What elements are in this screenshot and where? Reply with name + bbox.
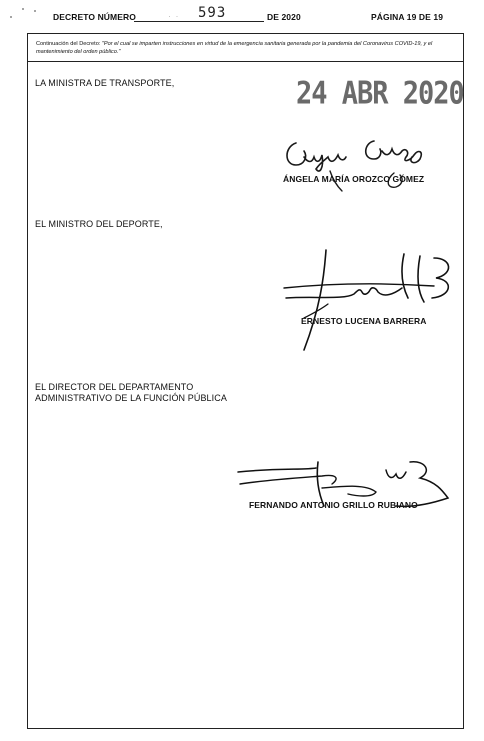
continuation-prefix: Continuación del Decreto: bbox=[36, 41, 101, 47]
scan-speck bbox=[22, 8, 24, 10]
continuation-note bbox=[36, 40, 454, 56]
decreto-year: DE 2020 bbox=[267, 12, 301, 22]
signatory-3-title-line2: ADMINISTRATIVO DE LA FUNCIÓN PÚBLICA bbox=[35, 393, 227, 403]
continuation-text: "Por el cual se imparten instrucciones en virtud de la emergencia sanitaria generada por la pandemia del Coronavirus COVID-19, y el mantenimiento del orden público." bbox=[36, 41, 433, 55]
signatory-2-name: ERNESTO LUCENA BARRERA bbox=[301, 316, 427, 326]
signatory-3-title-line1: EL DIRECTOR DEL DEPARTAMENTO bbox=[35, 382, 194, 392]
signature-2 bbox=[284, 248, 454, 353]
signatory-3-name: FERNANDO ANTONIO GRILLO RUBIANO bbox=[249, 500, 418, 510]
scan-speck bbox=[10, 16, 12, 18]
decreto-label: DECRETO NÚMERO bbox=[53, 12, 136, 22]
signatory-2-title: EL MINISTRO DEL DEPORTE, bbox=[35, 219, 163, 229]
decreto-number: 593 bbox=[198, 5, 227, 21]
decreto-number-underline bbox=[134, 21, 264, 22]
signature-1 bbox=[282, 133, 442, 193]
decreto-ghost-marks: · · bbox=[168, 11, 180, 21]
page-number: PÁGINA 19 DE 19 bbox=[371, 12, 444, 22]
continuation-rule bbox=[28, 61, 463, 62]
signatory-1-name: ÁNGELA MARÍA OROZCO GÓMEZ bbox=[283, 174, 425, 184]
date-stamp: 24 ABR 2020 bbox=[296, 76, 464, 112]
signatory-1-title: LA MINISTRA DE TRANSPORTE, bbox=[35, 78, 175, 88]
scan-speck bbox=[34, 10, 36, 12]
